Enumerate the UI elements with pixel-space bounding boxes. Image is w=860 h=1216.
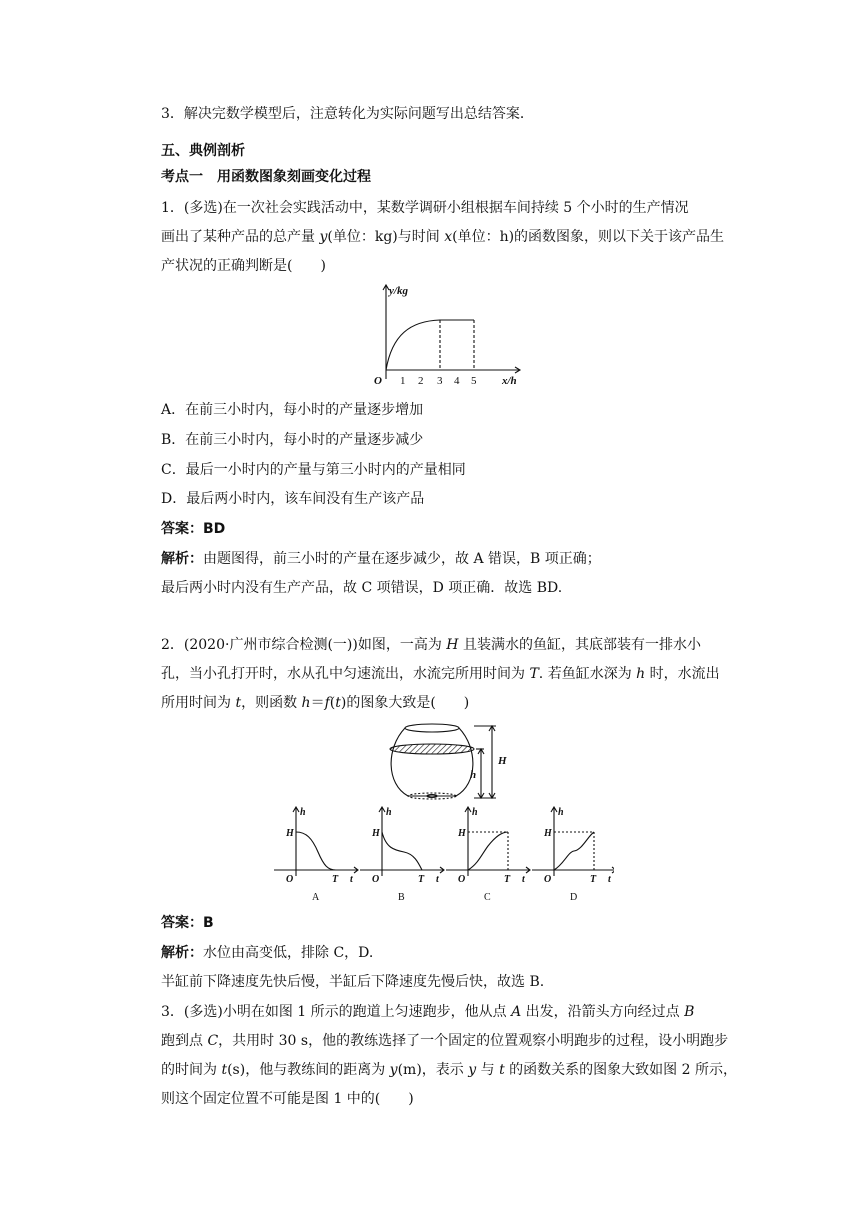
- q2-line-3: 所用时间为 t，则函数 h＝f(t)的图象大致是( ): [161, 695, 470, 711]
- q2-explanation-2: 半缸前下降速度先快后慢，半缸后下降速度先慢后快，故选 B.: [161, 974, 545, 990]
- tick-1: 1: [400, 375, 406, 387]
- graph-d-origin-label: O: [544, 874, 552, 885]
- graph-a-h-label: h: [300, 807, 306, 818]
- x-axis-label: x/h: [502, 375, 517, 387]
- graph-d-t-label: t: [608, 874, 611, 885]
- graph-b-option-letter: B: [398, 892, 405, 901]
- option-graphs: [274, 806, 614, 901]
- q1-option-b: B．在前三小时内，每小时的产量逐步减少: [161, 432, 424, 448]
- graph-b-h-label: h: [386, 807, 392, 818]
- graph-b-T-label: T: [418, 874, 425, 885]
- graph-a-option-letter: A: [312, 892, 320, 901]
- graph-a-H-label: H: [286, 828, 294, 839]
- y-axis-label: y/kg: [389, 285, 408, 297]
- q3-line-3: 的时间为 t(s)，他与教练间的距离为 y(m)，表示 y 与 t 的函数关系的图象大致如图 2 所示，: [161, 1062, 737, 1078]
- fish-tank-figure: [384, 716, 514, 808]
- q2-answer: 答案：B: [161, 915, 214, 931]
- q3-line-2: 跑到点 C，共用时 30 s，他的教练选择了一个固定的位置观察小明跑步的过程，设小明跑步: [161, 1033, 729, 1049]
- tick-4: 4: [454, 375, 460, 387]
- tick-5: 5: [471, 375, 477, 387]
- q3-line-4: 则这个固定位置不可能是图 1 中的( ): [161, 1091, 414, 1107]
- section-heading: 五、典例剖析: [161, 143, 245, 159]
- tick-2: 2: [418, 375, 424, 387]
- option-graph-c: [446, 807, 530, 876]
- production-graph: [368, 283, 528, 393]
- graph-c-option-letter: C: [484, 892, 491, 901]
- graph-c-origin-label: O: [458, 874, 466, 885]
- intro-point-3: 3．解决完数学模型后，注意转化为实际问题写出总结答案．: [161, 106, 534, 122]
- option-graph-b: [360, 807, 444, 876]
- graph-a-T-label: T: [332, 874, 339, 885]
- graph-c-H-label: H: [458, 828, 466, 839]
- graph-d-h-label: h: [558, 807, 564, 818]
- graph-a-t-label: t: [350, 874, 353, 885]
- q1-explanation-2: 最后两小时内没有生产产品，故 C 项错误，D 项正确．故选 BD.: [161, 580, 563, 596]
- tick-3: 3: [437, 375, 443, 387]
- production-curve: [386, 320, 474, 370]
- q1-line-1: 1．(多选)在一次社会实践活动中，某数学调研小组根据车间持续 5 个小时的生产情况: [161, 200, 689, 216]
- graph-d-option-letter: D: [570, 892, 578, 901]
- origin-label: O: [374, 375, 382, 387]
- q1-explanation-1: 解析：由题图得，前三小时的产量在逐步减少，故 A 错误，B 项正确；: [161, 551, 601, 567]
- graph-c-t-label: t: [522, 874, 525, 885]
- tank-body: [391, 728, 473, 796]
- graph-b-H-label: H: [372, 828, 380, 839]
- q1-answer: 答案：BD: [161, 521, 226, 537]
- graph-c-T-label: T: [504, 874, 511, 885]
- option-graph-d: [532, 807, 614, 876]
- graph-d-H-label: H: [544, 828, 552, 839]
- q2-line-2: 孔，当小孔打开时，水从孔中匀速流出，水流完所用时间为 T. 若鱼缸水深为 h 时，水流出: [161, 666, 720, 682]
- tank-h-label: h: [470, 769, 477, 781]
- graph-b-origin-label: O: [372, 874, 380, 885]
- q2-explanation-1: 解析：水位由高变低，排除 C，D.: [161, 945, 374, 961]
- graph-a-origin-label: O: [286, 874, 294, 885]
- water-surface: [390, 744, 474, 754]
- q1-line-3: 产状况的正确判断是( ): [161, 258, 326, 274]
- option-graph-a: [274, 807, 358, 876]
- q1-option-a: A．在前三小时内，每小时的产量逐步增加: [161, 402, 424, 418]
- q2-line-1: 2．(2020·广州市综合检测(一))如图，一高为 H 且装满水的鱼缸，其底部装有一排水小: [161, 637, 701, 653]
- q1-line-2: 画出了某种产品的总产量 y(单位：kg)与时间 x(单位：h)的函数图象，则以下关于该产品生: [161, 229, 725, 245]
- graph-c-h-label: h: [472, 807, 478, 818]
- q1-option-d: D．最后两小时内，该车间没有生产该产品: [161, 491, 425, 507]
- graph-b-t-label: t: [436, 874, 439, 885]
- graph-d-T-label: T: [590, 874, 597, 885]
- tank-H-label: H: [498, 755, 507, 767]
- q1-option-c: C．最后一小时内的产量与第三小时内的产量相同: [161, 462, 466, 478]
- key-point-heading: 考点一 用函数图象刻画变化过程: [161, 169, 371, 185]
- q3-line-1: 3．(多选)小明在如图 1 所示的跑道上匀速跑步，他从点 A 出发，沿箭头方向经过点 B: [161, 1004, 695, 1020]
- tank-top-opening: [405, 724, 459, 732]
